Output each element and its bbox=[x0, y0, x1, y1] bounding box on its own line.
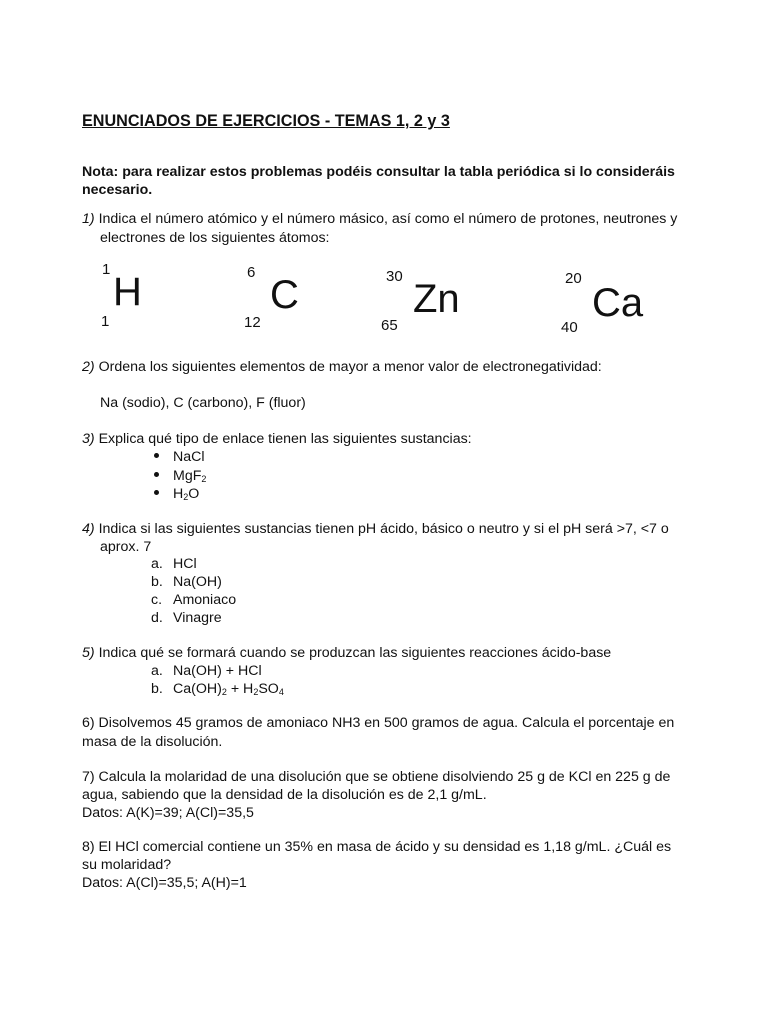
question-1-number: 1) bbox=[82, 211, 95, 227]
question-2 bbox=[82, 359, 602, 375]
question-2-number: 2) bbox=[82, 359, 95, 375]
note-line-1: Nota: para realizar estos problemas podéis consultar la tabla periódica si lo consideráis bbox=[82, 164, 675, 180]
question-1-text: Indica el número atómico y el número másico, así como el número de protones, neutrones y bbox=[94, 211, 678, 227]
question-6-line-1: 6) Disolvemos 45 gramos de amoniaco NH3 en 500 gramos de agua. Calcula el porcentaje en bbox=[82, 715, 675, 731]
question-5-text: Indica qué se formará cuando se produzcan las siguientes reacciones ácido-base bbox=[94, 645, 612, 661]
bullet-icon bbox=[154, 490, 159, 495]
list-item: d. Vinagre bbox=[151, 610, 222, 626]
question-4-line-2: aprox. 7 bbox=[100, 539, 152, 555]
question-7-data: Datos: A(K)=39; A(Cl)=35,5 bbox=[82, 805, 254, 821]
item-mgf2: MgF$_2$ bbox=[173, 468, 207, 484]
question-5 bbox=[82, 645, 611, 661]
list-item: a. Na(OH) + HCl bbox=[151, 663, 262, 679]
item-nacl: NaCl bbox=[173, 449, 205, 465]
question-6-line-2: masa de la disolución. bbox=[82, 734, 223, 750]
atom-h-top-number: 1 bbox=[102, 261, 111, 278]
atom-c-top-number: 6 bbox=[247, 264, 256, 281]
question-1-line-1 bbox=[82, 211, 677, 227]
atom-zn-bottom-number: 65 bbox=[381, 317, 398, 334]
atom-c-symbol: C bbox=[270, 273, 299, 317]
atom-ca-bottom-number: 40 bbox=[561, 319, 578, 336]
atom-c-bottom-number: 12 bbox=[244, 314, 261, 331]
question-3-number: 3) bbox=[82, 431, 95, 447]
item-h2o: $H_2O$ bbox=[173, 486, 200, 502]
list-item bbox=[154, 486, 200, 502]
list-item bbox=[154, 449, 205, 465]
page-title: ENUNCIADOS DE EJERCICIOS - TEMAS 1, 2 y 3 bbox=[82, 112, 450, 130]
question-5-number: 5) bbox=[82, 645, 95, 661]
note-line-2: necesario. bbox=[82, 182, 153, 198]
atom-ca-top-number: 20 bbox=[565, 270, 582, 287]
list-item bbox=[154, 468, 207, 484]
question-2-elements: Na (sodio), C (carbono), F (fluor) bbox=[100, 395, 306, 411]
bullet-icon bbox=[154, 472, 159, 477]
question-2-text: Ordena los siguientes elementos de mayor a menor valor de electronegatividad: bbox=[94, 359, 602, 375]
atom-h-bottom-number: 1 bbox=[101, 313, 110, 330]
question-8-line-2: su molaridad? bbox=[82, 857, 172, 873]
list-item: a. HCl bbox=[151, 556, 197, 572]
question-1-line-2: electrones de los siguientes átomos: bbox=[100, 230, 330, 246]
question-8-data: Datos: A(Cl)=35,5; A(H)=1 bbox=[82, 875, 247, 891]
question-8-line-1: 8) El HCl comercial contiene un 35% en masa de ácido y su densidad es 1,18 g/mL. ¿Cuál es bbox=[82, 839, 672, 855]
list-item: c. Amoniaco bbox=[151, 592, 237, 608]
question-7-line-1: 7) Calcula la molaridad de una disolución que se obtiene disolviendo 25 g de KCl en 225 g de bbox=[82, 769, 671, 785]
atom-ca-symbol: Ca bbox=[592, 281, 644, 325]
atom-zn-symbol: Zn bbox=[413, 277, 460, 321]
question-3-text: Explica qué tipo de enlace tienen las siguientes sustancias: bbox=[94, 431, 472, 447]
list-item: b. Na(OH) bbox=[151, 574, 222, 590]
question-3 bbox=[82, 431, 472, 447]
question-4-number: 4) bbox=[82, 521, 95, 537]
list-item: b. $Ca(OH)_2 + H_2SO_4$ bbox=[151, 681, 284, 697]
question-7-line-2: agua, sabiendo que la densidad de la disolución es de 2,1 g/mL. bbox=[82, 787, 487, 803]
question-4-line-1 bbox=[82, 521, 669, 537]
atom-zn-top-number: 30 bbox=[386, 268, 403, 285]
question-4-text: Indica si las siguientes sustancias tienen pH ácido, básico o neutro y si el pH será >7, <7 o bbox=[94, 521, 669, 537]
bullet-icon bbox=[154, 453, 159, 458]
atom-h-symbol: H bbox=[113, 270, 142, 314]
